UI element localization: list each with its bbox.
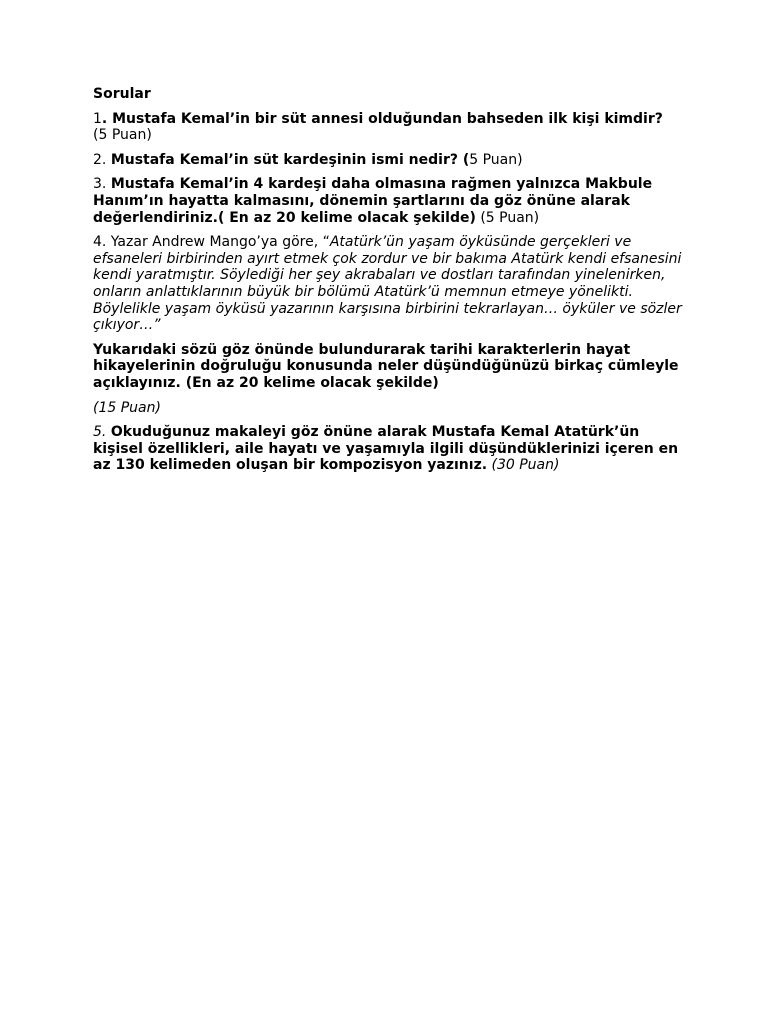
question-5: [93, 424, 683, 474]
question-2-number: 2.: [93, 151, 111, 168]
question-5-points: (30 Puan): [487, 457, 560, 474]
question-4-intro: 4. Yazar Andrew Mango’ya göre, “: [93, 234, 330, 251]
document-page: [93, 86, 683, 482]
question-2: [93, 152, 683, 169]
question-5-number: 5.: [93, 424, 111, 441]
question-3: [93, 176, 683, 226]
question-3-points: (5 Puan): [475, 209, 540, 226]
question-4-points: (15 Puan): [93, 399, 161, 416]
question-1-text: . Mustafa Kemal’in bir süt annesi olduğundan bahseden ilk kişi kimdir?: [101, 110, 663, 127]
question-2-points: 5 Puan): [469, 151, 523, 168]
question-5-text: Okuduğunuz makaleyi göz önüne alarak Mustafa Kemal Atatürk’ün kişisel özellikleri, aile hayatı ve yaşamıyla ilgili düşündüklerinizi içeren en az 130 kelimeden oluşan bir kompozisyon yazınız.: [93, 424, 679, 474]
question-3-number: 3.: [93, 176, 111, 193]
question-1-number: 1: [93, 110, 102, 127]
question-1-points: (5 Puan): [93, 127, 152, 144]
question-3-text: Mustafa Kemal’in 4 kardeşi daha olmasına rağmen yalnızca Makbule Hanım’ın hayatta kalmasını, dönemin şartlarını da göz önüne alarak değerlendiriniz.( En az 20 kelime olacak şekilde): [93, 176, 653, 226]
question-4-task: Yukarıdaki sözü göz önünde bulundurarak tarihi karakterlerin hayat hikayelerinin doğruluğu konusunda neler düşündüğünüzü birkaç cümleyle açıklayınız. (En az 20 kelime olacak şekilde): [93, 341, 679, 391]
heading-sorular: Sorular: [93, 86, 151, 102]
question-1: [93, 111, 683, 144]
question-4-quote-text: Atatürk’ün yaşam öyküsünde gerçekleri ve efsaneleri birbirinden ayırt etmek çok zordur ve bir bakıma Atatürk kendi efsanesini kendi yaratmıştır. Söylediği her şey akrabaları ve dostları tarafından yinelenirken, onların anlattıklarının büyük bir bölümü Atatürk’ü memnun etmeye yönelikti. Böylelikle yaşam öyküsü yazarının karşısına birbirini tekrarlayan… öyküler ve sözler çıkıyor…”: [93, 234, 682, 334]
question-4-quote: [93, 234, 683, 334]
question-2-text: Mustafa Kemal’in süt kardeşinin ismi nedir? (: [110, 151, 470, 168]
